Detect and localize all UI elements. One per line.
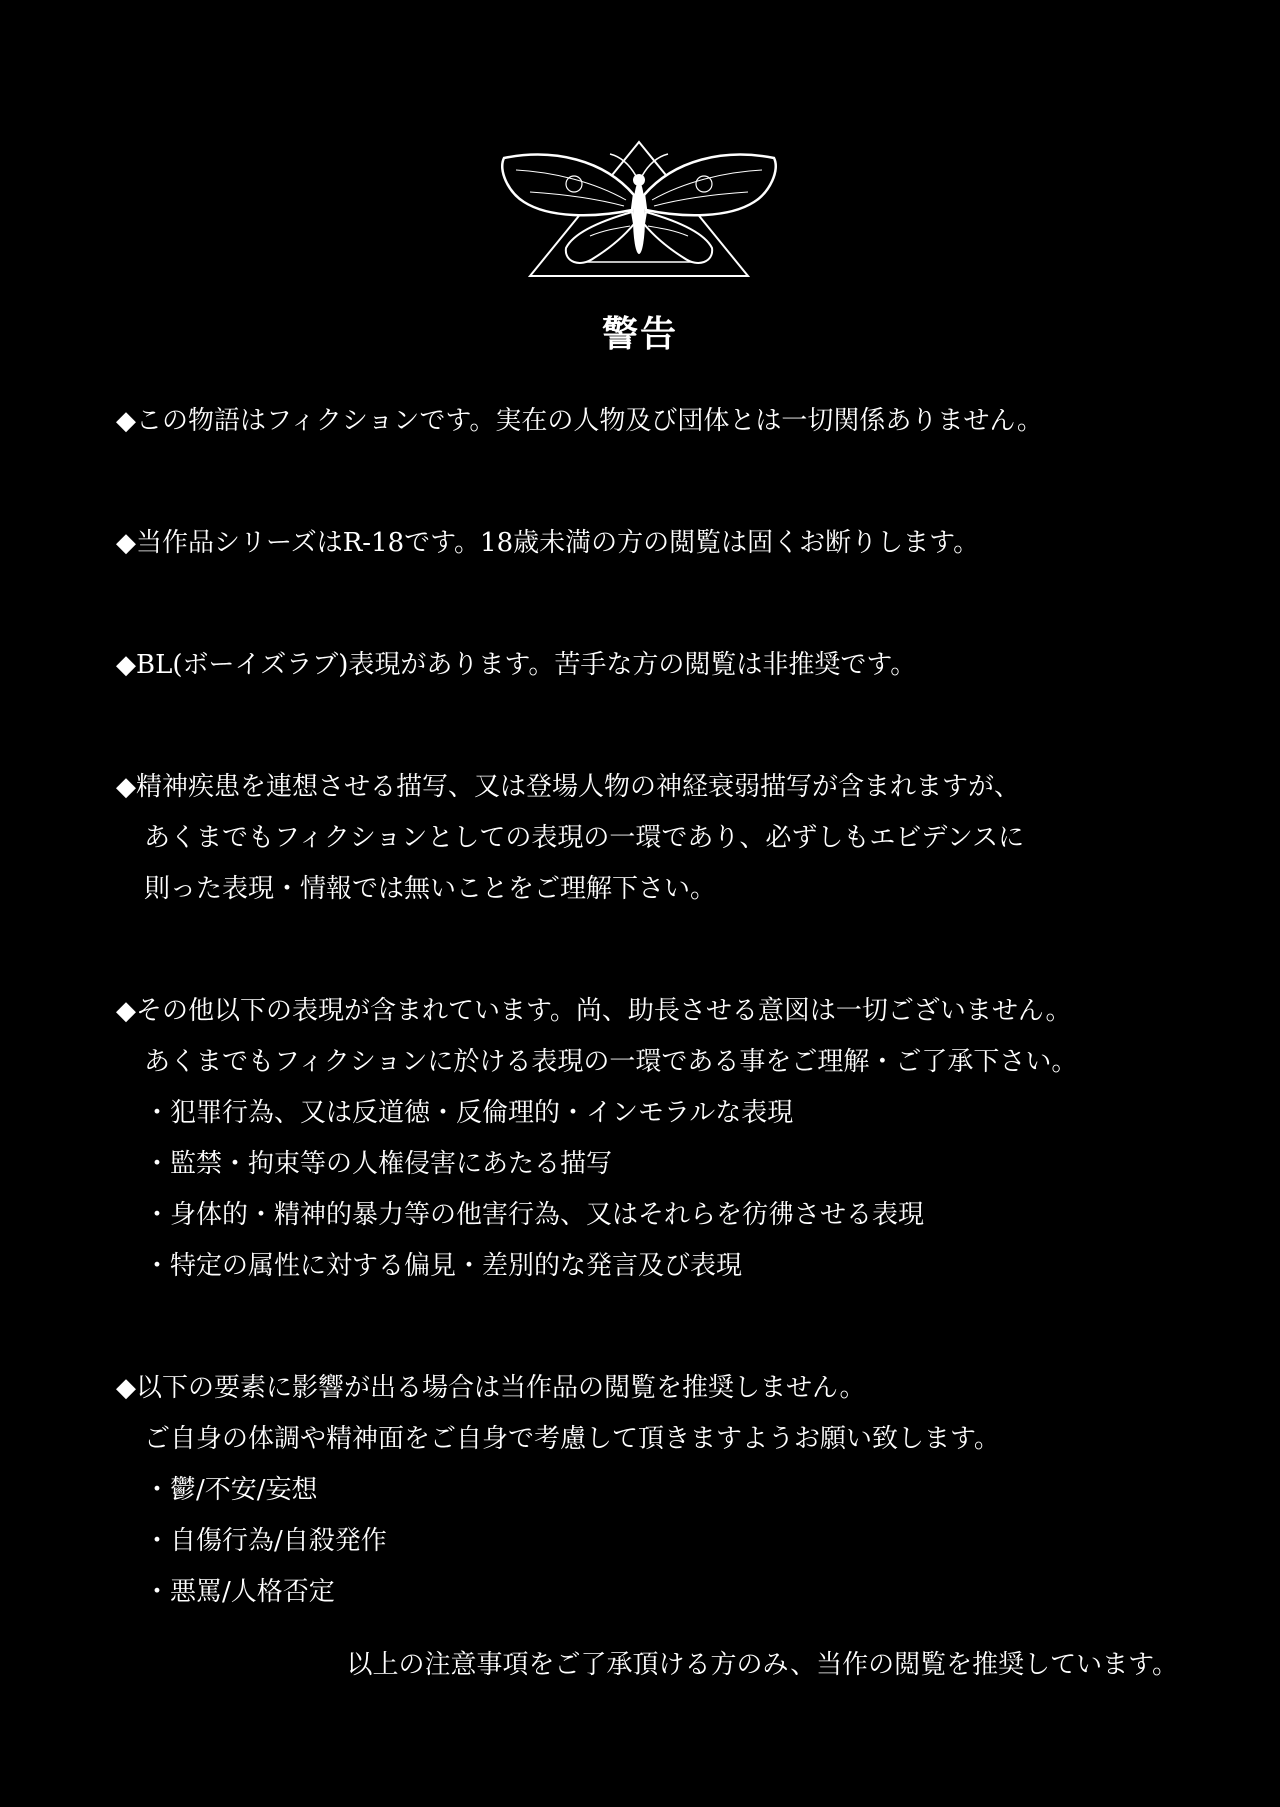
notice-other-content	[116, 986, 1226, 1292]
moth-triangle-icon	[494, 140, 784, 280]
notice-line: あくまでもフィクションとしての表現の一環であり、必ずしもエビデンスに	[144, 823, 1025, 853]
notice-line: ◆精神疾患を連想させる描写、又は登場人物の神経衰弱描写が含まれますが、	[116, 772, 1020, 802]
notice-line: ◆BL(ボーイズラブ)表現があります。苦手な方の閲覧は非推奨です。	[116, 650, 917, 680]
notice-line: ◆以下の要素に影響が出る場合は当作品の閲覧を推奨しません。	[116, 1373, 866, 1403]
list-item: ・身体的・精神的暴力等の他害行為、又はそれらを彷彿させる表現	[144, 1200, 925, 1230]
notice-line: ◆その他以下の表現が含まれています。尚、助長させる意図は一切ございません。	[116, 996, 1072, 1026]
list-item: ・特定の属性に対する偏見・差別的な発言及び表現	[144, 1251, 743, 1281]
notice-line: ◆当作品シリーズはR-18です。18歳未満の方の閲覧は固くお断りします。	[116, 528, 980, 558]
warning-list	[116, 396, 1226, 1689]
notice-mental-illness	[116, 762, 1226, 915]
notice-line: 則った表現・情報では無いことをご理解下さい。	[144, 874, 717, 904]
notice-age-rating	[116, 518, 1226, 569]
notice-line: ◆この物語はフィクションです。実在の人物及び団体とは一切関係ありません。	[116, 406, 1043, 436]
list-item: ・監禁・拘束等の人権侵害にあたる描写	[144, 1149, 613, 1179]
notice-bl	[116, 640, 1226, 691]
list-item: ・犯罪行為、又は反道徳・反倫理的・インモラルな表現	[144, 1098, 794, 1128]
notice-line: あくまでもフィクションに於ける表現の一環である事をご理解・ご了承下さい。	[144, 1047, 1078, 1077]
notice-fiction	[116, 396, 1226, 447]
list-item: ・鬱/不安/妄想	[144, 1475, 318, 1505]
list-item: ・悪罵/人格否定	[144, 1577, 335, 1607]
notice-line: ご自身の体調や精神面をご自身で考慮して頂きますようお願い致します。	[144, 1424, 1000, 1454]
list-item: ・自傷行為/自殺発作	[144, 1526, 387, 1556]
notice-triggers	[116, 1363, 1226, 1618]
closing-statement: 以上の注意事項をご了承頂ける方のみ、当作の閲覧を推奨しています。	[346, 1650, 1178, 1680]
page-title: 警告	[601, 313, 678, 355]
